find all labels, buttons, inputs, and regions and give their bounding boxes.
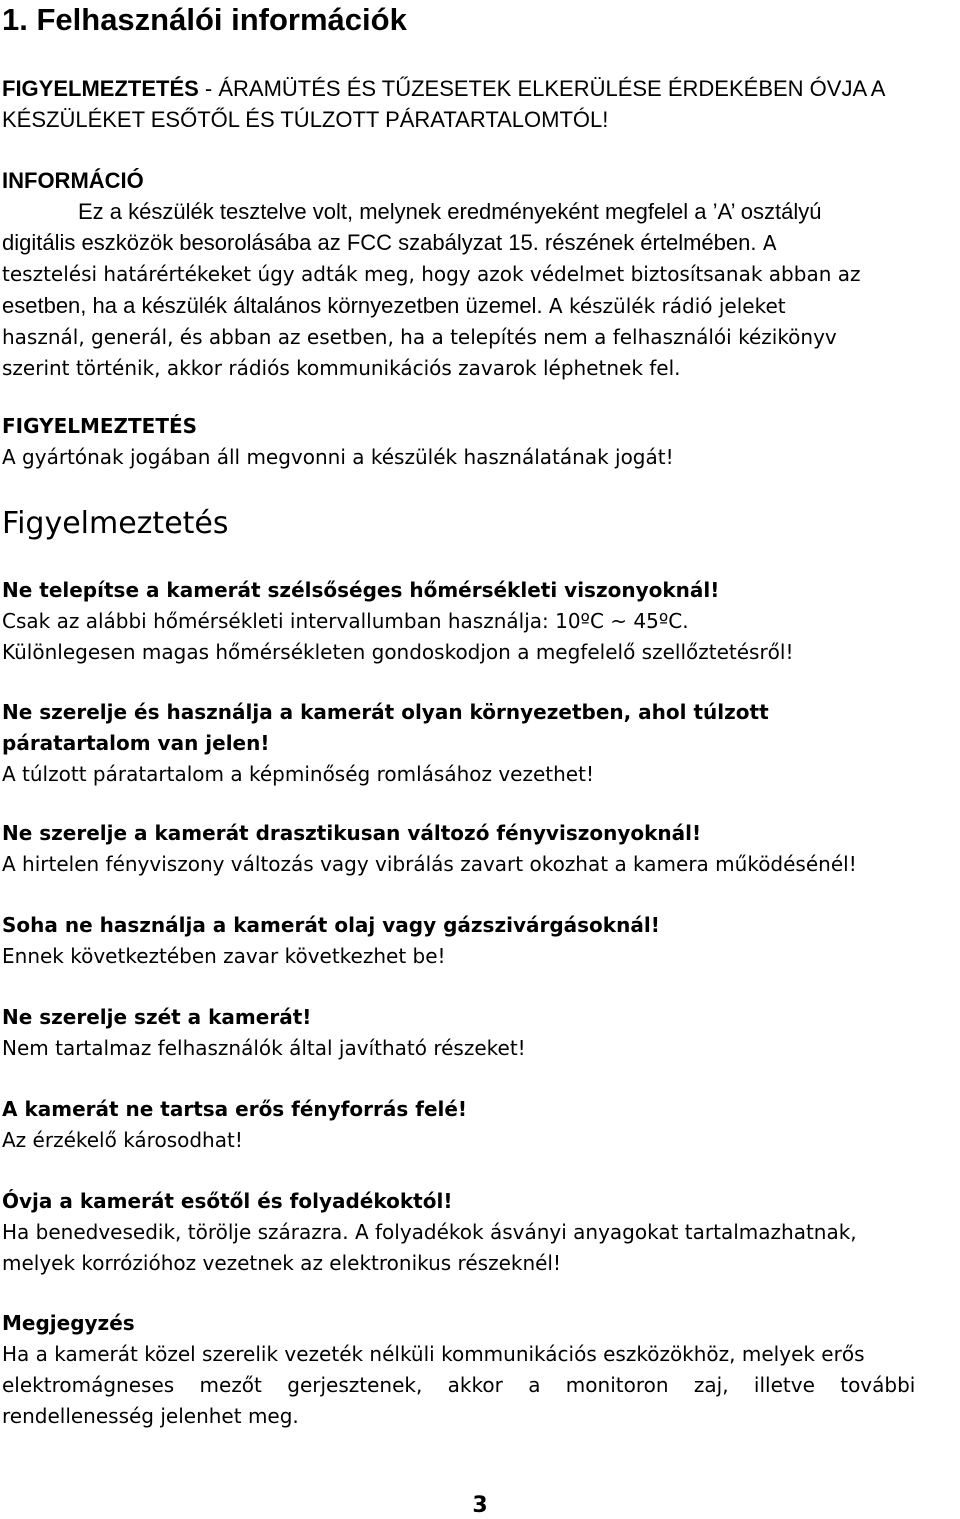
note-title: Megjegyzés bbox=[2, 1311, 135, 1335]
section-title-block bbox=[2, 505, 956, 543]
item-6 bbox=[2, 1094, 956, 1156]
item-3-text-line-1: A hirtelen fényviszony változás vagy vibrálás zavart okozhat a kamera működésénél! bbox=[2, 852, 857, 876]
item-4 bbox=[2, 910, 956, 972]
item-3-bold-line-1: Ne szerelje a kamerát drasztikusan változó fényviszonyoknál! bbox=[2, 821, 702, 845]
item-7-text-line-2: melyek korrózióhoz vezetnek az elektronikus részeknél! bbox=[2, 1251, 562, 1275]
warning2-title: FIGYELMEZTETÉS bbox=[2, 414, 198, 438]
item-4-bold-line-1: Soha ne használja a kamerát olaj vagy gázszivárgásoknál! bbox=[2, 913, 660, 937]
info-block bbox=[2, 165, 956, 384]
info-line-1: Ez a készülék tesztelve volt, melynek eredményeként megfelel a ’A’ osztályú bbox=[78, 199, 822, 224]
warning-text-1: - ÁRAMÜTÉS ÉS TŰZESETEK ELKERÜLÉSE ÉRDEKÉBEN ÓVJA A bbox=[198, 76, 886, 101]
item-1 bbox=[2, 575, 956, 668]
note-block bbox=[2, 1308, 956, 1432]
item-5-text-line-1: Nem tartalmaz felhasználók által javítható részeket! bbox=[2, 1036, 526, 1060]
info-line-3: tesztelési határértékeket úgy adták meg, hogy azok védelmet biztosítsanak abban az bbox=[2, 262, 861, 286]
warning-block-2 bbox=[2, 411, 956, 473]
item-7-text-line-1: Ha benedvesedik, törölje szárazra. A folyadékok ásványi anyagokat tartalmazhatnak, bbox=[2, 1220, 857, 1244]
warning-line-1 bbox=[2, 73, 956, 104]
info-line-2: digitális eszközök besorolásába az FCC szabályzat 15. részének értelmében. A bbox=[2, 230, 777, 255]
item-7 bbox=[2, 1186, 956, 1279]
note-line-3: rendellenesség jelenhet meg. bbox=[2, 1404, 299, 1428]
item-1-text-line-2: Különlegesen magas hőmérsékleten gondoskodjon a megfelelő szellőztetésről! bbox=[2, 640, 794, 664]
item-6-text-line-1: Az érzékelő károsodhat! bbox=[2, 1128, 243, 1152]
warning2-text: A gyártónak jogában áll megvonni a készülék használatának jogát! bbox=[2, 445, 674, 469]
info-line-4: esetben, ha a készülék általános környezetben üzemel. A készülék rádió jeleket bbox=[2, 293, 786, 318]
item-7-bold-line-1: Óvja a kamerát esőtől és folyadékoktól! bbox=[2, 1189, 453, 1213]
item-2-text-line-1: A túlzott páratartalom a képminőség romlásához vezethet! bbox=[2, 762, 594, 786]
item-3 bbox=[2, 818, 956, 880]
warning-label: FIGYELMEZTETÉS bbox=[2, 76, 199, 101]
info-line-6: szerint történik, akkor rádiós kommunikációs zavarok léphetnek fel. bbox=[2, 356, 681, 380]
page-heading-block bbox=[2, 0, 956, 38]
item-1-text-line-1: Csak az alábbi hőmérsékleti intervallumban használja: 10ºC ~ 45ºC. bbox=[2, 609, 689, 633]
note-line-2: elektromágneses mezőt gerjesztenek, akkor a monitoron zaj, illetve további bbox=[2, 1373, 916, 1397]
warning-block-1 bbox=[2, 73, 956, 135]
item-6-bold-line-1: A kamerát ne tartsa erős fényforrás felé! bbox=[2, 1097, 468, 1121]
info-line-5: használ, generál, és abban az esetben, ha a telepítés nem a felhasználói kézikönyv bbox=[2, 325, 837, 349]
page-heading: 1. Felhasználói információk bbox=[2, 2, 407, 37]
item-4-text-line-1: Ennek következtében zavar következhet be! bbox=[2, 944, 446, 968]
page-number: 3 bbox=[472, 1493, 488, 1518]
warning-line-2: KÉSZÜLÉKET ESŐTŐL ÉS TÚLZOTT PÁRATARTALOMTÓL! bbox=[2, 107, 609, 132]
note-line-1: Ha a kamerát közel szerelik vezeték nélküli kommunikációs eszközökhöz, melyek erős bbox=[2, 1342, 865, 1366]
item-2-bold-line-2: páratartalom van jelen! bbox=[2, 731, 270, 755]
section-title: Figyelmeztetés bbox=[2, 506, 229, 541]
item-5-bold-line-1: Ne szerelje szét a kamerát! bbox=[2, 1005, 312, 1029]
item-2-bold-line-1: Ne szerelje és használja a kamerát olyan környezetben, ahol túlzott bbox=[2, 700, 769, 724]
info-title: INFORMÁCIÓ bbox=[2, 168, 144, 193]
item-5 bbox=[2, 1002, 956, 1064]
item-1-bold-line-1: Ne telepítse a kamerát szélsőséges hőmérsékleti viszonyoknál! bbox=[2, 578, 720, 602]
item-2 bbox=[2, 697, 956, 790]
